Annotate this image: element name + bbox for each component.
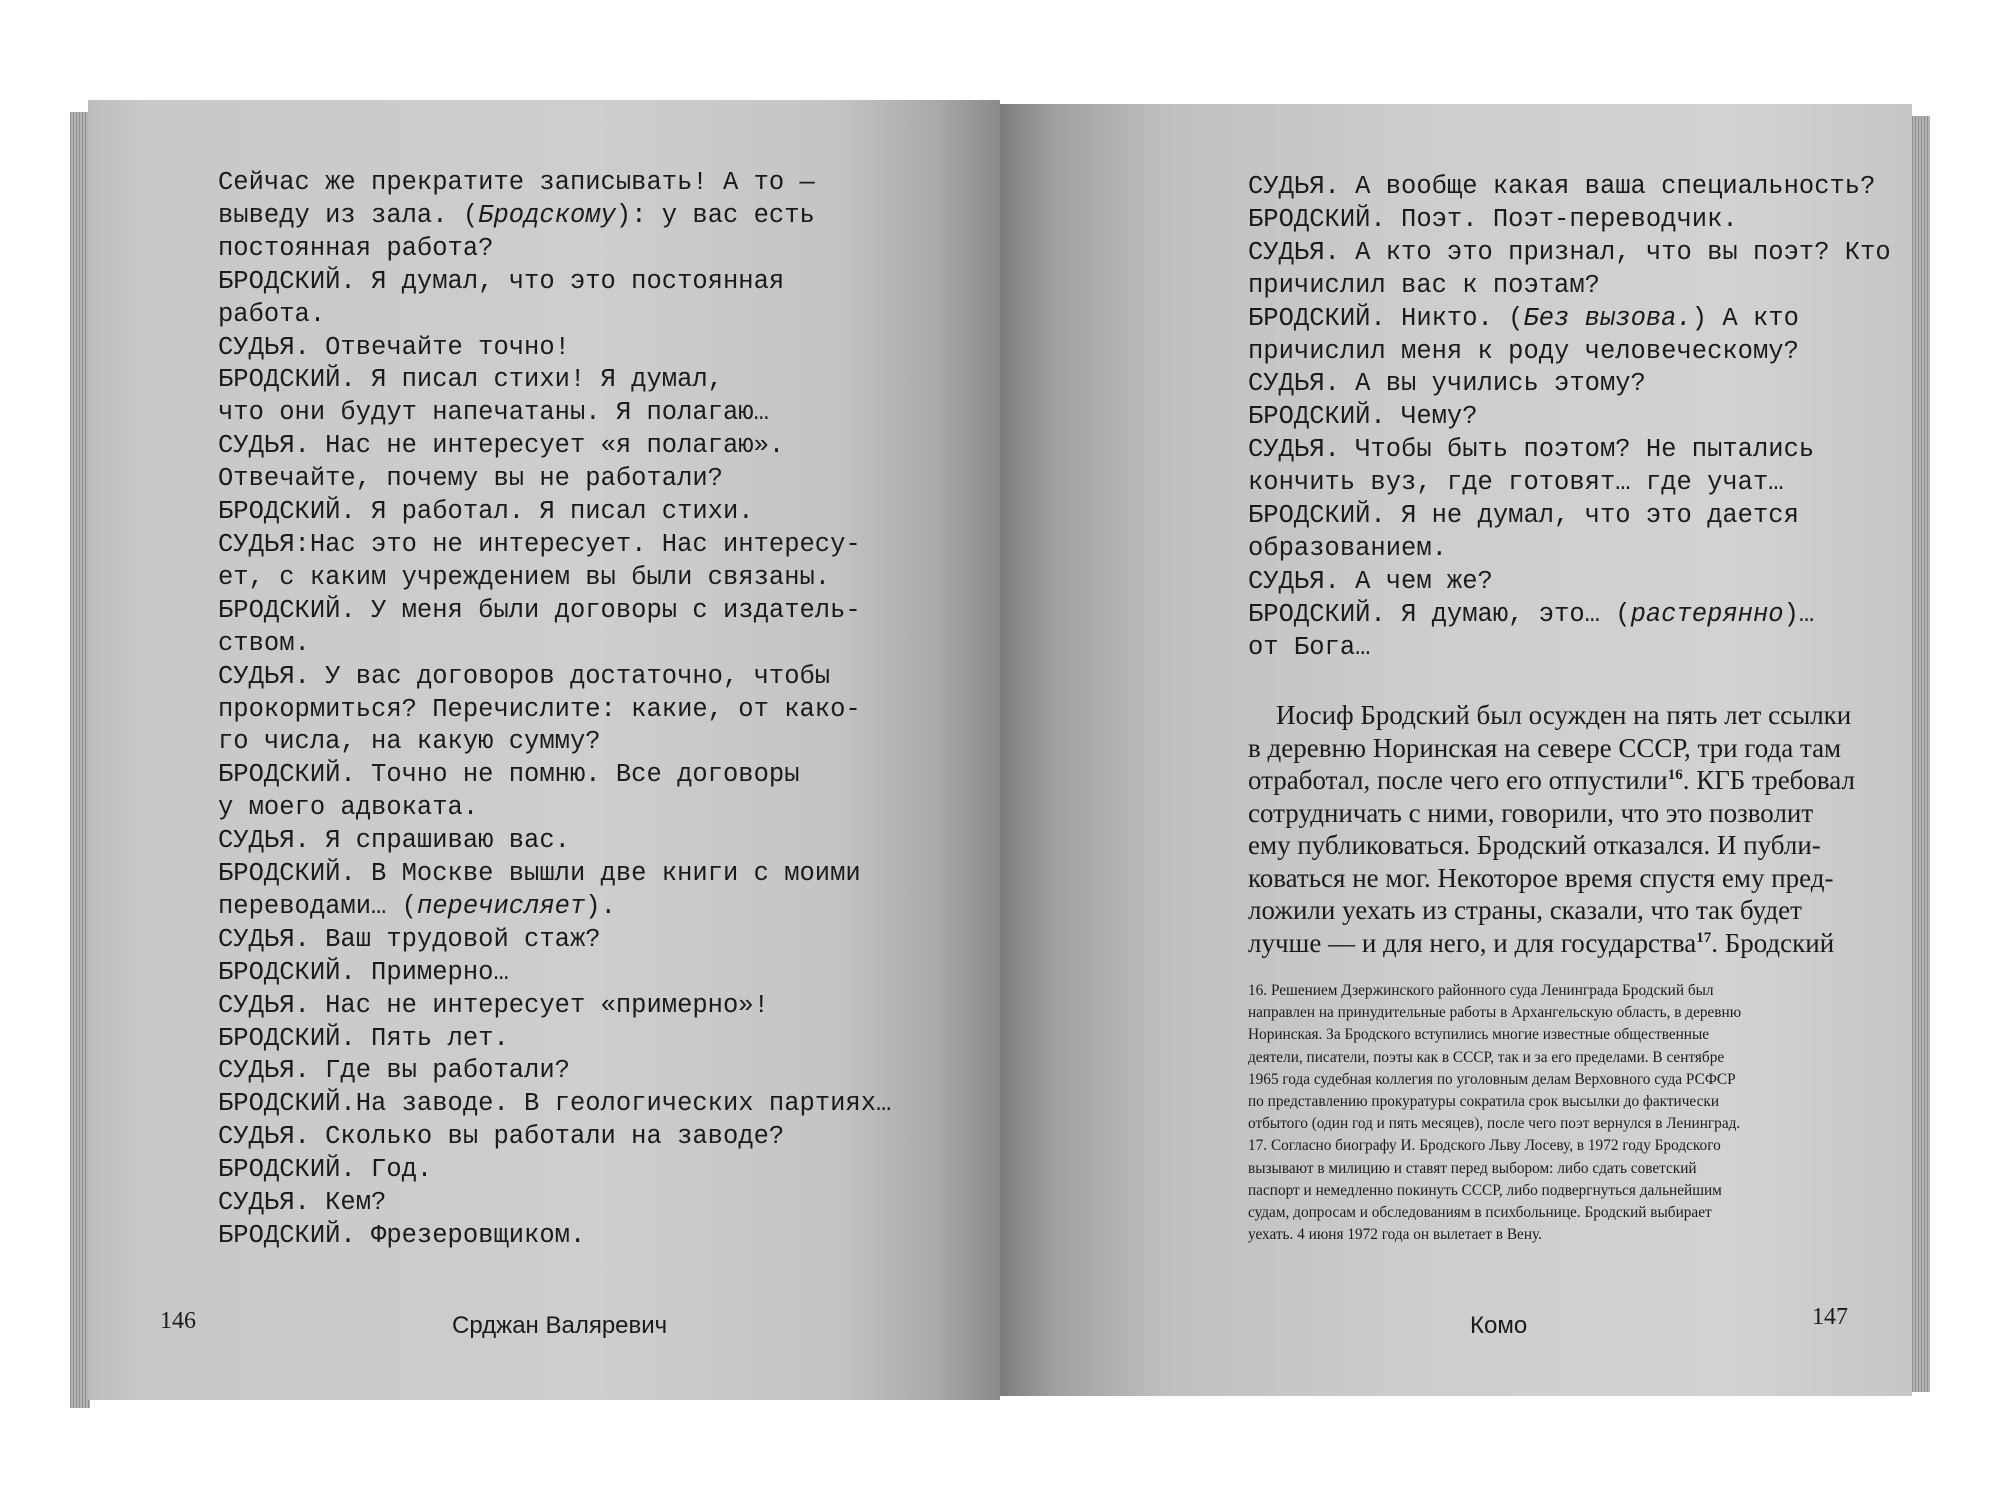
- right-page-transcript: [1248, 171, 1891, 665]
- paragraph-text: лучше — и для него, и для государства: [1248, 927, 1697, 958]
- transcript-line: Сейчас же прекратите записывать! А то —: [218, 168, 815, 197]
- footnote-line: паспорт и немедленно покинуть СССР, либо подвергнуться дальнейшим: [1248, 1181, 1722, 1199]
- page-number-left: 146: [160, 1308, 196, 1334]
- paragraph-text: . Бродский: [1711, 927, 1835, 958]
- transcript-line: СУДЬЯ. А вы учились этому?: [1248, 369, 1646, 399]
- transcript-line: БРОДСКИЙ. Я думал, что это постоянная: [218, 266, 785, 296]
- transcript-line: СУДЬЯ. Отвечайте точно!: [218, 332, 570, 362]
- transcript-line: причислил меня к роду человеческому?: [1248, 336, 1799, 366]
- open-book: [70, 100, 1930, 1400]
- transcript-line: БРОДСКИЙ. Я работал. Я писал стихи.: [218, 497, 754, 527]
- page-edges-left: [70, 112, 90, 1408]
- transcript-line: СУДЬЯ. Где вы работали?: [218, 1056, 570, 1086]
- transcript-line: ством.: [218, 628, 310, 658]
- paragraph-line: [1248, 764, 1878, 797]
- transcript-line: СУДЬЯ:Нас это не интересует. Нас интересу-: [218, 529, 861, 559]
- italic-stage-direction: растерянно: [1630, 599, 1784, 629]
- footnote-line: вызывают в милицию и ставят перед выбором: либо сдать советский: [1248, 1159, 1697, 1177]
- running-head-author: Срджан Валяревич: [452, 1312, 668, 1339]
- transcript-line: СУДЬЯ. Чтобы быть поэтом? Не пытались: [1248, 435, 1815, 465]
- transcript-line: ет, с каким учреждением вы были связаны.: [218, 562, 831, 592]
- transcript-line: го числа, на какую сумму?: [218, 727, 601, 757]
- footnotes: [1248, 980, 1888, 1246]
- page-edges-right: [1912, 116, 1930, 1392]
- left-page-transcript: [218, 167, 958, 1253]
- transcript-line: БРОДСКИЙ. Точно не помню. Все договоры: [218, 760, 800, 790]
- transcript-line: переводами… (перечисляет).: [218, 891, 616, 921]
- footnote-line: 1965 года судебная коллегия по уголовным делам Верховного суда РСФСР: [1248, 1070, 1736, 1088]
- transcript-line: БРОДСКИЙ. Поэт. Поэт-переводчик.: [1248, 204, 1738, 234]
- transcript-line: Отвечайте, почему вы не работали?: [218, 464, 723, 494]
- paragraph-text: отработал, после чего его отпустили: [1248, 765, 1668, 795]
- transcript-line: БРОДСКИЙ. Я писал стихи! Я думал,: [218, 365, 723, 395]
- footnote-line: судам, допросам и обследованиям в психбольнице. Бродский выбирает: [1248, 1204, 1712, 1222]
- transcript-line: работа.: [218, 299, 326, 329]
- running-head-title: Комо: [1470, 1312, 1528, 1339]
- transcript-line: БРОДСКИЙ. Пять лет.: [218, 1023, 509, 1053]
- italic-stage-direction: Бродскому: [478, 200, 616, 230]
- transcript-line: у моего адвоката.: [218, 793, 479, 823]
- transcript-line: прокормиться? Перечислите: какие, от како-: [218, 694, 861, 724]
- footnote-line: 17. Согласно биографу И. Бродского Льву Лосеву, в 1972 году Бродского: [1248, 1137, 1721, 1155]
- transcript-line: БРОДСКИЙ. У меня были договоры с издатель-: [218, 595, 861, 625]
- transcript-line: БРОДСКИЙ. Год.: [218, 1155, 433, 1185]
- footnote-ref-17[interactable]: 17: [1696, 929, 1712, 946]
- paragraph-text: . КГБ требовал: [1682, 765, 1855, 795]
- paragraph-line: [1248, 927, 1878, 960]
- left-page: [88, 100, 1000, 1400]
- italic-stage-direction: Без вызова.: [1523, 303, 1692, 333]
- transcript-line: СУДЬЯ. Кем?: [218, 1188, 387, 1218]
- transcript-line: причислил вас к поэтам?: [1248, 270, 1600, 300]
- footnote-line: 16. Решением Дзержинского районного суда Ленинграда Бродский был: [1248, 982, 1714, 999]
- transcript-line: выведу из зала. (Бродскому): у вас есть: [218, 200, 815, 230]
- transcript-line: БРОДСКИЙ. Чему?: [1248, 402, 1478, 432]
- transcript-line: БРОДСКИЙ. Никто. (Без вызова.) А кто: [1248, 303, 1799, 333]
- paragraph-line: ему публиковаться. Бродский отказался. И публи-: [1248, 830, 1821, 860]
- page-number-right: 147: [1812, 1304, 1848, 1330]
- paragraph-line: Иосиф Бродский был осужден на пять лет ссылки: [1276, 700, 1852, 730]
- footnote-line: отбытого (один год и пять месяцев), после чего поэт вернулся в Ленинград.: [1248, 1115, 1741, 1133]
- transcript-line: СУДЬЯ. А кто это признал, что вы поэт? Кто: [1248, 237, 1891, 267]
- transcript-line: от Бога…: [1248, 632, 1371, 662]
- paragraph-line: ложили уехать из страны, сказали, что так будет: [1248, 895, 1802, 925]
- transcript-line: СУДЬЯ. Сколько вы работали на заводе?: [218, 1122, 785, 1152]
- footnote-line: Норинская. За Бродского вступились многие известные общественные: [1248, 1026, 1710, 1044]
- right-page: [1000, 104, 1912, 1396]
- footnote-line: деятели, писатели, поэты как в СССР, так и за его пределами. В сентябре: [1248, 1048, 1725, 1066]
- footnote-ref-16[interactable]: 16: [1667, 767, 1683, 783]
- transcript-line: СУДЬЯ. Нас не интересует «примерно»!: [218, 990, 769, 1020]
- paragraph-line: в деревню Норинская на севере СССР, три года там: [1248, 732, 1842, 763]
- transcript-line: СУДЬЯ. Нас не интересует «я полагаю».: [218, 431, 785, 461]
- transcript-line: БРОДСКИЙ. Примерно…: [218, 957, 509, 987]
- transcript-line: БРОДСКИЙ. Я не думал, что это дается: [1248, 501, 1799, 531]
- transcript-line: БРОДСКИЙ. Фрезеровщиком.: [218, 1221, 586, 1250]
- italic-stage-direction: перечисляет: [416, 891, 586, 921]
- transcript-line: что они будут напечатаны. Я полагаю…: [218, 398, 769, 428]
- transcript-line: СУДЬЯ. У вас договоров достаточно, чтобы: [218, 661, 831, 691]
- paragraph-line: сотрудничать с ними, говорили, что это позволит: [1248, 797, 1814, 828]
- transcript-line: СУДЬЯ. Я спрашиваю вас.: [218, 826, 570, 856]
- footnote-line: уехать. 4 июня 1972 года он вылетает в Вену.: [1248, 1226, 1542, 1244]
- transcript-line: БРОДСКИЙ. В Москве вышли две книги с моими: [218, 859, 861, 889]
- transcript-line: СУДЬЯ. А чем же?: [1248, 566, 1493, 596]
- transcript-line: образованием.: [1248, 533, 1447, 563]
- transcript-line: постоянная работа?: [218, 233, 494, 263]
- paragraph-line: коваться не мог. Некоторое время спустя ему пред-: [1248, 862, 1834, 893]
- transcript-line: СУДЬЯ. А вообще какая ваша специальность?: [1248, 172, 1876, 201]
- footnote-line: направлен на принудительные работы в Архангельскую область, в деревню: [1248, 1004, 1742, 1022]
- transcript-line: БРОДСКИЙ.На заводе. В геологических партиях…: [218, 1089, 892, 1119]
- transcript-line: СУДЬЯ. Ваш трудовой стаж?: [218, 924, 601, 954]
- transcript-line: кончить вуз, где готовят… где учат…: [1248, 468, 1784, 498]
- footnote-line: по представлению прокуратуры сократила срок высылки до фактически: [1248, 1093, 1719, 1111]
- transcript-line: БРОДСКИЙ. Я думаю, это… (растерянно)…: [1248, 599, 1815, 629]
- body-paragraph: [1248, 699, 1878, 959]
